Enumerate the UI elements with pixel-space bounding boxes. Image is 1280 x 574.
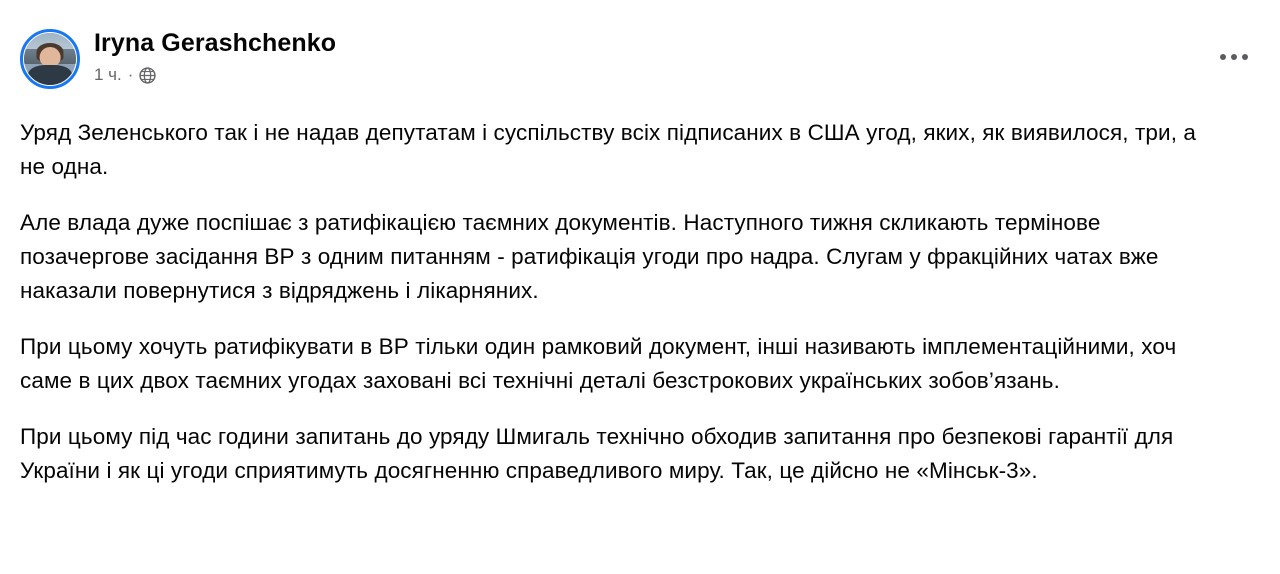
avatar[interactable] [20, 29, 80, 89]
avatar-ring [20, 29, 80, 89]
post-author-block [94, 24, 336, 85]
post-paragraph: Уряд Зеленського так і не надав депутатам і суспільству всіх підписаних в США угод, яких, як виявилося, три, а не одна. [20, 120, 1197, 179]
more-options-icon[interactable] [1212, 42, 1256, 72]
globe-icon[interactable] [139, 67, 156, 84]
post-body [20, 116, 1240, 488]
meta-separator: · [127, 65, 134, 84]
more-dot [1220, 54, 1226, 60]
more-dot [1242, 54, 1248, 60]
post-header [20, 24, 1240, 100]
post-timestamp[interactable]: 1 ч. [94, 65, 122, 84]
post-paragraph: Але влада дуже поспішає з ратифікацією таємних документів. Наступного тижня скликають термінове позачергове засідання ВР з одним питанням - ратифікація угоди про надра. Слугам у фракційних чатах вже наказали повернутися з відряджень і лікарняних. [20, 210, 1159, 303]
post-paragraph: При цьому хочуть ратифікувати в ВР тільки один рамковий документ, інші називають імплементаційними, хоч саме в цих двох таємних угодах заховані всі технічні деталі безстрокових українських зобов’язань. [20, 334, 1177, 393]
post-meta [94, 65, 336, 85]
post-paragraph: При цьому під час години запитань до уряду Шмигаль технічно обходив запитання про безпекові гарантії для України і як ці угоди сприятимуть досягненню справедливого миру. Так, це дійсно не «Мінськ-3». [20, 424, 1174, 483]
author-name[interactable]: Iryna Gerashchenko [94, 29, 337, 57]
more-dot [1231, 54, 1237, 60]
